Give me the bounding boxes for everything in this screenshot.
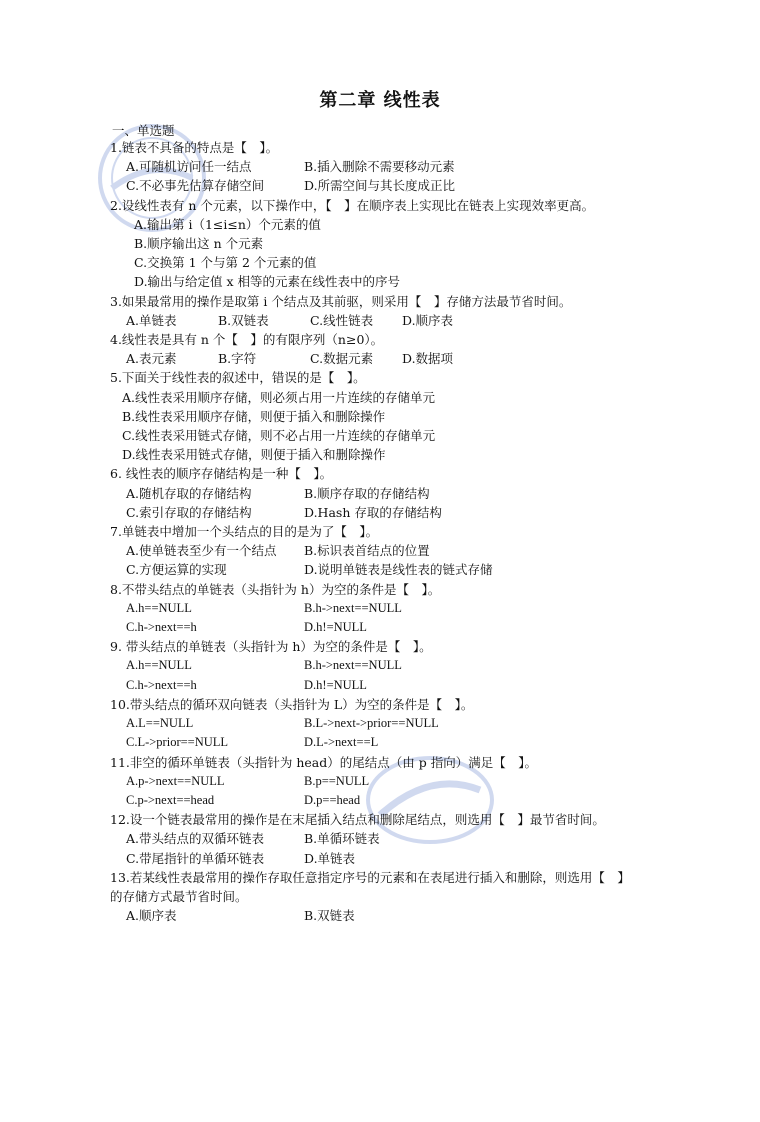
option-row	[110, 772, 630, 791]
option-row	[110, 791, 630, 810]
option-d: D.h!=NULL	[304, 677, 367, 692]
option-a: A.h==NULL	[126, 658, 192, 673]
option-c: C.L->prior==NULL	[126, 735, 229, 750]
question-item	[110, 580, 630, 638]
question-stem: 12.设一个链表最常用的操作是在末尾插入结点和删除尾结点，则选用【 】最节省时间。	[110, 812, 605, 828]
option-row	[110, 676, 630, 695]
question-item	[110, 637, 630, 695]
option-row	[110, 503, 630, 522]
option-b: B.h->next==NULL	[304, 658, 402, 673]
option-b: B.顺序存取的存储结构	[304, 485, 430, 501]
question-item	[110, 464, 630, 522]
option-d: D.所需空间与其长度成正比	[304, 178, 456, 194]
option-b: B.顺序输出这 n 个元素	[134, 236, 264, 252]
option-b: B.字符	[218, 351, 257, 367]
option-a: A.带头结点的双循环链表	[126, 831, 265, 847]
option-row	[110, 849, 630, 868]
question-stem: 3.如果最常用的操作是取第 i 个结点及其前驱，则采用【 】存储方法最节省时间。	[110, 293, 572, 309]
question-stem: 9. 带头结点的单链表（头指针为 h）为空的条件是【 】。	[110, 639, 432, 655]
option-b: B.h->next==NULL	[304, 600, 402, 615]
option-a: A.h==NULL	[126, 600, 192, 615]
option-row	[110, 349, 630, 368]
question-list	[110, 138, 630, 925]
option-a: A.p->next==NULL	[126, 773, 225, 788]
option-a: A.L==NULL	[126, 716, 194, 731]
option-d: D.数据项	[402, 351, 454, 367]
option-d: D.p==head	[304, 792, 361, 807]
section-heading: 一、单选题	[112, 123, 175, 138]
question-item	[110, 868, 630, 926]
option-d: D.L->next==L	[304, 735, 379, 750]
question-stem: 6. 线性表的顺序存储结构是一种【 】。	[110, 466, 333, 482]
option-row	[110, 714, 630, 733]
option-b: B.p==NULL	[304, 773, 370, 788]
page-title: 第二章 线性表	[319, 90, 441, 111]
option-d: D.Hash 存取的存储结构	[304, 504, 442, 520]
option-d: D.输出与给定值 x 相等的元素在线性表中的序号	[134, 274, 401, 290]
option-d: D.单链表	[304, 850, 356, 866]
option-c: C.不必事先估算存储空间	[126, 178, 265, 194]
option-c: C.p->next==head	[126, 792, 215, 807]
option-row	[110, 176, 630, 195]
question-item	[110, 196, 630, 292]
option-row	[110, 906, 630, 925]
question-stem: 4.线性表是具有 n 个【 】的有限序列（n≥0）。	[110, 332, 384, 348]
option-c: C.h->next==h	[126, 620, 197, 635]
option-b: B.单循环链表	[304, 831, 380, 847]
option-c: C.数据元素	[310, 351, 374, 367]
option-d: D.说明单链表是线性表的链式存储	[304, 562, 493, 578]
option-row	[110, 157, 630, 176]
question-item	[110, 695, 630, 753]
question-stem: 13.若某线性表最常用的操作存取任意指定序号的元素和在表尾进行插入和删除，则选用【 】的存储方式最节省时间。	[110, 869, 630, 904]
option-b: B.标识表首结点的位置	[304, 543, 430, 559]
option-a: A.表元素	[126, 351, 177, 367]
option-d: D.线性表采用链式存储，则便于插入和删除操作	[122, 447, 386, 463]
question-item	[110, 810, 630, 868]
question-stem: 1.链表不具备的特点是【 】。	[110, 140, 279, 155]
option-row	[110, 829, 630, 848]
option-a: A.单链表	[126, 312, 177, 328]
option-a: A.随机存取的存储结构	[126, 485, 252, 501]
option-b: B.双链表	[304, 908, 355, 924]
option-c: C.索引存取的存储结构	[126, 504, 252, 520]
option-a: A.使单链表至少有一个结点	[126, 543, 277, 559]
option-d: D.h!=NULL	[304, 620, 367, 635]
option-b: B.L->next->prior==NULL	[304, 716, 439, 731]
question-item	[110, 522, 630, 580]
option-row	[110, 541, 630, 560]
question-item	[110, 138, 630, 196]
option-b: B.线性表采用顺序存储，则便于插入和删除操作	[122, 408, 386, 424]
option-row	[110, 484, 630, 503]
question-item	[110, 330, 630, 368]
question-stem: 2.设线性表有 n 个元素，以下操作中，【 】在顺序表上实现比在链表上实现效率更高。	[110, 197, 595, 213]
option-c: C.线性链表	[310, 312, 374, 328]
question-stem: 10.带头结点的循环双向链表（头指针为 L）为空的条件是【 】。	[110, 696, 474, 712]
option-c: C.线性表采用链式存储，则不必占用一片连续的存储单元	[122, 428, 436, 444]
question-item	[110, 368, 630, 464]
question-stem: 11.非空的循环单链表（头指针为 head）的尾结点（由 p 指向）满足【 】。	[110, 754, 537, 770]
option-row	[110, 618, 630, 637]
option-a: A.可随机访问任一结点	[126, 159, 252, 175]
question-item	[110, 753, 630, 811]
option-c: C.交换第 1 个与第 2 个元素的值	[134, 255, 317, 271]
option-row	[110, 560, 630, 579]
option-row	[110, 656, 630, 675]
question-stem: 5.下面关于线性表的叙述中，错误的是【 】。	[110, 370, 366, 386]
option-c: C.方便运算的实现	[126, 562, 227, 578]
option-row	[110, 733, 630, 752]
option-c: C.带尾指针的单循环链表	[126, 850, 265, 866]
option-b: B.双链表	[218, 312, 269, 328]
option-row	[110, 311, 630, 330]
option-a: A.线性表采用顺序存储，则必须占用一片连续的存储单元	[122, 389, 436, 405]
option-a: A.顺序表	[126, 908, 177, 924]
option-row	[110, 599, 630, 618]
question-stem: 7.单链表中增加一个头结点的目的是为了【 】。	[110, 524, 379, 540]
question-stem: 8.不带头结点的单链表（头指针为 h）为空的条件是【 】。	[110, 581, 441, 597]
option-c: C.h->next==h	[126, 677, 197, 692]
option-a: A.输出第 i（1≤i≤n）个元素的值	[134, 216, 321, 232]
option-b: B.插入删除不需要移动元素	[304, 159, 455, 175]
option-d: D.顺序表	[402, 312, 454, 328]
question-item	[110, 292, 630, 330]
